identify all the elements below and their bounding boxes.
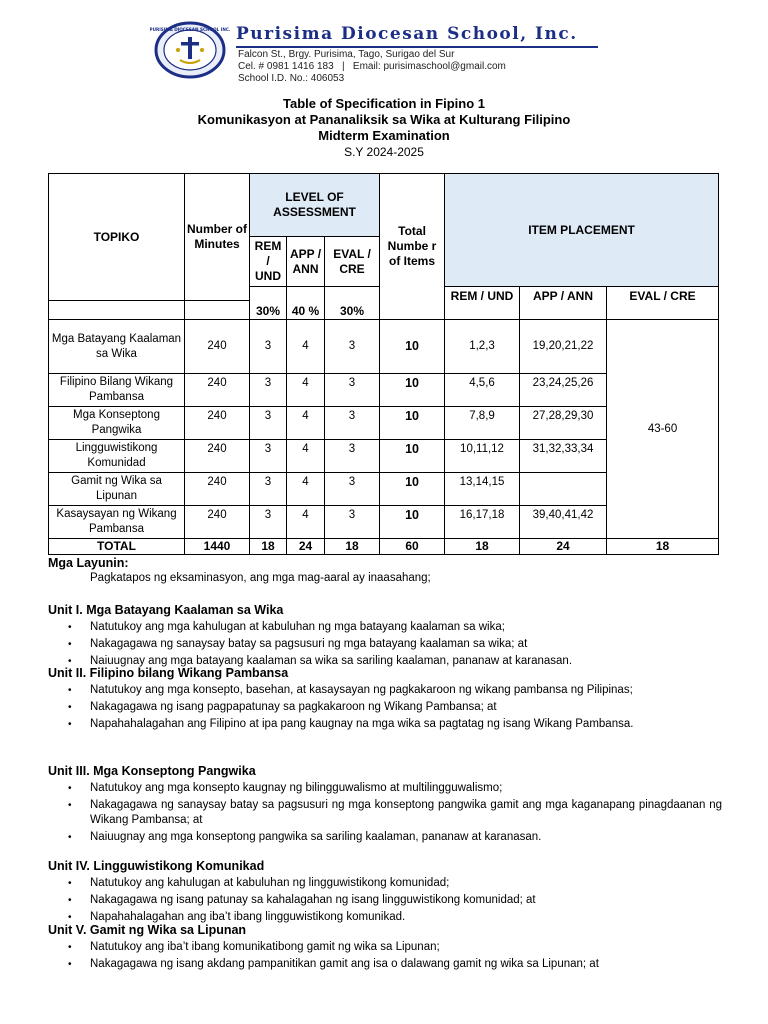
unit-4 [48,859,722,927]
total-eval: 18 [325,539,380,555]
row-placement-rem: 1,2,3 [445,320,520,374]
header-level: LEVEL OF ASSESSMENT [250,174,380,237]
placement-header-eval: EVAL / CRE [607,287,719,320]
total-placement-app: 24 [520,539,607,555]
row-rem: 3 [250,440,287,473]
row-placement-rem: 16,17,18 [445,506,520,539]
header-topiko: TOPIKO [49,174,185,301]
bullet-icon: • [68,783,72,794]
title-line-3: Midterm Examination [318,128,450,143]
row-minutes: 240 [185,320,250,374]
objectives-intro: Pagkatapos ng eksaminasyon, ang mga mag-aaral ay inaasahang; [90,572,431,584]
row-topic: Mga Konseptong Pangwika [49,407,185,440]
row-minutes: 240 [185,407,250,440]
row-total: 10 [380,473,445,506]
list-item: • Napahahalagahan ang iba’t ibang lingguwistikong komunikad. [68,911,406,923]
row-app: 4 [287,320,325,374]
placement-header-app: APP / ANN [520,287,607,320]
total-rem: 18 [250,539,287,555]
school-address: Falcon St., Brgy. Purisima, Tago, Surigao del Sur [238,49,455,60]
total-minutes: 1440 [185,539,250,555]
bullet-icon: • [68,959,72,970]
row-total: 10 [380,407,445,440]
pct-app: 40 % [287,287,325,320]
bullet-icon: • [68,895,72,906]
list-item: • Nakagagawa ng sanaysay batay sa pagsusuri ng mga batayang kaalaman sa wika; at [68,638,528,650]
unit-2 [48,666,722,734]
header-item-placement: ITEM PLACEMENT [445,174,719,287]
row-eval: 3 [325,440,380,473]
row-total: 10 [380,440,445,473]
bullet-icon: • [68,800,72,811]
bullet-icon: • [68,685,72,696]
school-year: S.Y 2024-2025 [344,145,424,159]
unit-1 [48,603,722,671]
row-rem: 3 [250,320,287,374]
bullet-icon: • [68,719,72,730]
row-placement-app [520,473,607,506]
row-eval: 3 [325,506,380,539]
bullet-icon: • [68,912,72,923]
total-placement-rem: 18 [445,539,520,555]
school-logo [150,20,230,80]
header-divider [236,46,598,48]
total-items: 60 [380,539,445,555]
unit-title: Unit III. Mga Konseptong Pangwika [48,764,256,778]
row-minutes: 240 [185,374,250,407]
row-placement-rem: 7,8,9 [445,407,520,440]
pct-eval: 30% [325,287,380,320]
row-placement-app: 31,32,33,34 [520,440,607,473]
row-total: 10 [380,320,445,374]
unit-list [48,683,722,732]
row-rem: 3 [250,473,287,506]
row-minutes: 240 [185,440,250,473]
header-rem: REM / UND [250,237,287,287]
row-total: 10 [380,374,445,407]
total-app: 24 [287,539,325,555]
row-app: 4 [287,407,325,440]
unit-title: Unit IV. Lingguwistikong Komunikad [48,859,265,873]
unit-list [48,876,722,925]
row-placement-app: 23,24,25,26 [520,374,607,407]
specification-table [48,173,719,555]
bullet-icon: • [68,878,72,889]
row-app: 4 [287,473,325,506]
unit-title: Unit II. Filipino bilang Wikang Pambansa [48,666,289,680]
row-eval: 3 [325,473,380,506]
table-row [49,320,719,374]
row-topic: Filipino Bilang Wikang Pambansa [49,374,185,407]
list-item: • Natutukoy ang kahulugan at kabuluhan ng lingguwistikong komunidad; [68,877,450,889]
unit-title: Unit I. Mga Batayang Kaalaman sa Wika [48,603,284,617]
bullet-icon: • [68,832,72,843]
pct-rem: 30% [250,287,287,320]
row-placement-app: 39,40,41,42 [520,506,607,539]
header-row-1 [49,174,719,237]
row-topic: Gamit ng Wika sa Lipunan [49,473,185,506]
row-topic: Mga Batayang Kaalaman sa Wika [49,320,185,374]
row-placement-rem: 13,14,15 [445,473,520,506]
header-minutes: Number of Minutes [185,174,250,301]
blank-topiko [49,301,185,320]
row-eval: 3 [325,374,380,407]
unit-5 [48,923,722,974]
unit-3 [48,764,722,847]
list-item: • Nakagagawa ng isang akdang pampanitikan gamit ang isa o dalawang gamit ng wika sa Lipunan; at [68,958,599,970]
row-topic: Kasaysayan ng Wikang Pambansa [49,506,185,539]
bullet-icon: • [68,639,72,650]
list-item: • Natutukoy ang mga konsepto, basehan, at kasaysayan ng pagkakaroon ng wikang pambansa ng Pilipinas; [68,684,633,696]
objectives-title: Mga Layunin: [48,556,129,570]
total-placement-eval: 18 [607,539,719,555]
placement-eval: 43-60 [607,320,719,539]
row-minutes: 240 [185,506,250,539]
row-rem: 3 [250,506,287,539]
unit-list [48,781,722,845]
row-rem: 3 [250,407,287,440]
list-item: • Natutukoy ang mga kahulugan at kabuluhan ng mga batayang kaalaman sa wika; [68,621,505,633]
list-item: • Natutukoy ang mga konsepto kaugnay ng bilingguwalismo at multilingguwalismo; [68,782,503,794]
row-app: 4 [287,440,325,473]
document-titles [0,96,768,160]
bullet-icon: • [68,622,72,633]
total-row [49,539,719,555]
list-item: • Naiuugnay ang mga konseptong pangwika sa sariling kaalaman, pananaw at karanasan. [68,831,542,843]
blank-minutes [185,301,250,320]
row-placement-rem: 10,11,12 [445,440,520,473]
list-item: • Natutukoy ang iba’t ibang komunikatibong gamit ng wika sa Lipunan; [68,941,440,953]
title-line-1: Table of Specification in Fipino 1 [283,96,485,111]
list-item: • Napahahalagahan ang Filipino at ipa pang kaugnay na mga wika sa pagtatag ng isang Wikang Pambansa. [68,718,634,730]
row-rem: 3 [250,374,287,407]
row-eval: 3 [325,320,380,374]
row-minutes: 240 [185,473,250,506]
header-eval: EVAL / CRE [325,237,380,287]
placement-header-rem: REM / UND [445,287,520,320]
list-item: • Nakagagawa ng sanaysay batay sa pagsusuri ng mga konseptong pangwika gamit ang mga kaganapang pinagdaanan ng Wikang Pambansa; at [68,799,722,826]
unit-title: Unit V. Gamit ng Wika sa Lipunan [48,923,247,937]
list-item: • Naiuugnay ang mga batayang kaalaman sa wika sa sariling kaalaman, pananaw at karanasan. [68,655,573,667]
bullet-icon: • [68,942,72,953]
school-seal-icon [150,20,230,80]
header-total: Total Numbe r of Items [380,174,445,320]
seal-text: PURISIMA DIOCESAN SCHOOL INC. [150,27,230,32]
header-app: APP / ANN [287,237,325,287]
list-item: • Nakagagawa ng isang pagpapatunay sa pagkakaroon ng Wikang Pambansa; at [68,701,497,713]
row-placement-rem: 4,5,6 [445,374,520,407]
school-name: Purisima Diocesan School, Inc. [236,24,578,44]
row-placement-app: 27,28,29,30 [520,407,607,440]
title-line-2: Komunikasyon at Pananaliksik sa Wika at Kulturang Filipino [197,112,571,127]
unit-list [48,620,722,669]
row-eval: 3 [325,407,380,440]
school-id: School I.D. No.: 406053 [238,73,345,84]
school-contact: Cel. # 0981 1416 183 | Email: purisimaschool@gmail.com [238,61,506,72]
list-item: • Nakagagawa ng isang patunay sa kahalagahan ng isang lingguwistikong komunidad; at [68,894,536,906]
row-placement-app: 19,20,21,22 [520,320,607,374]
row-app: 4 [287,506,325,539]
row-app: 4 [287,374,325,407]
row-total: 10 [380,506,445,539]
row-topic: Lingguwistikong Komunidad [49,440,185,473]
unit-list [48,940,722,972]
bullet-icon: • [68,702,72,713]
bullet-icon: • [68,656,72,667]
total-label: TOTAL [49,539,185,555]
